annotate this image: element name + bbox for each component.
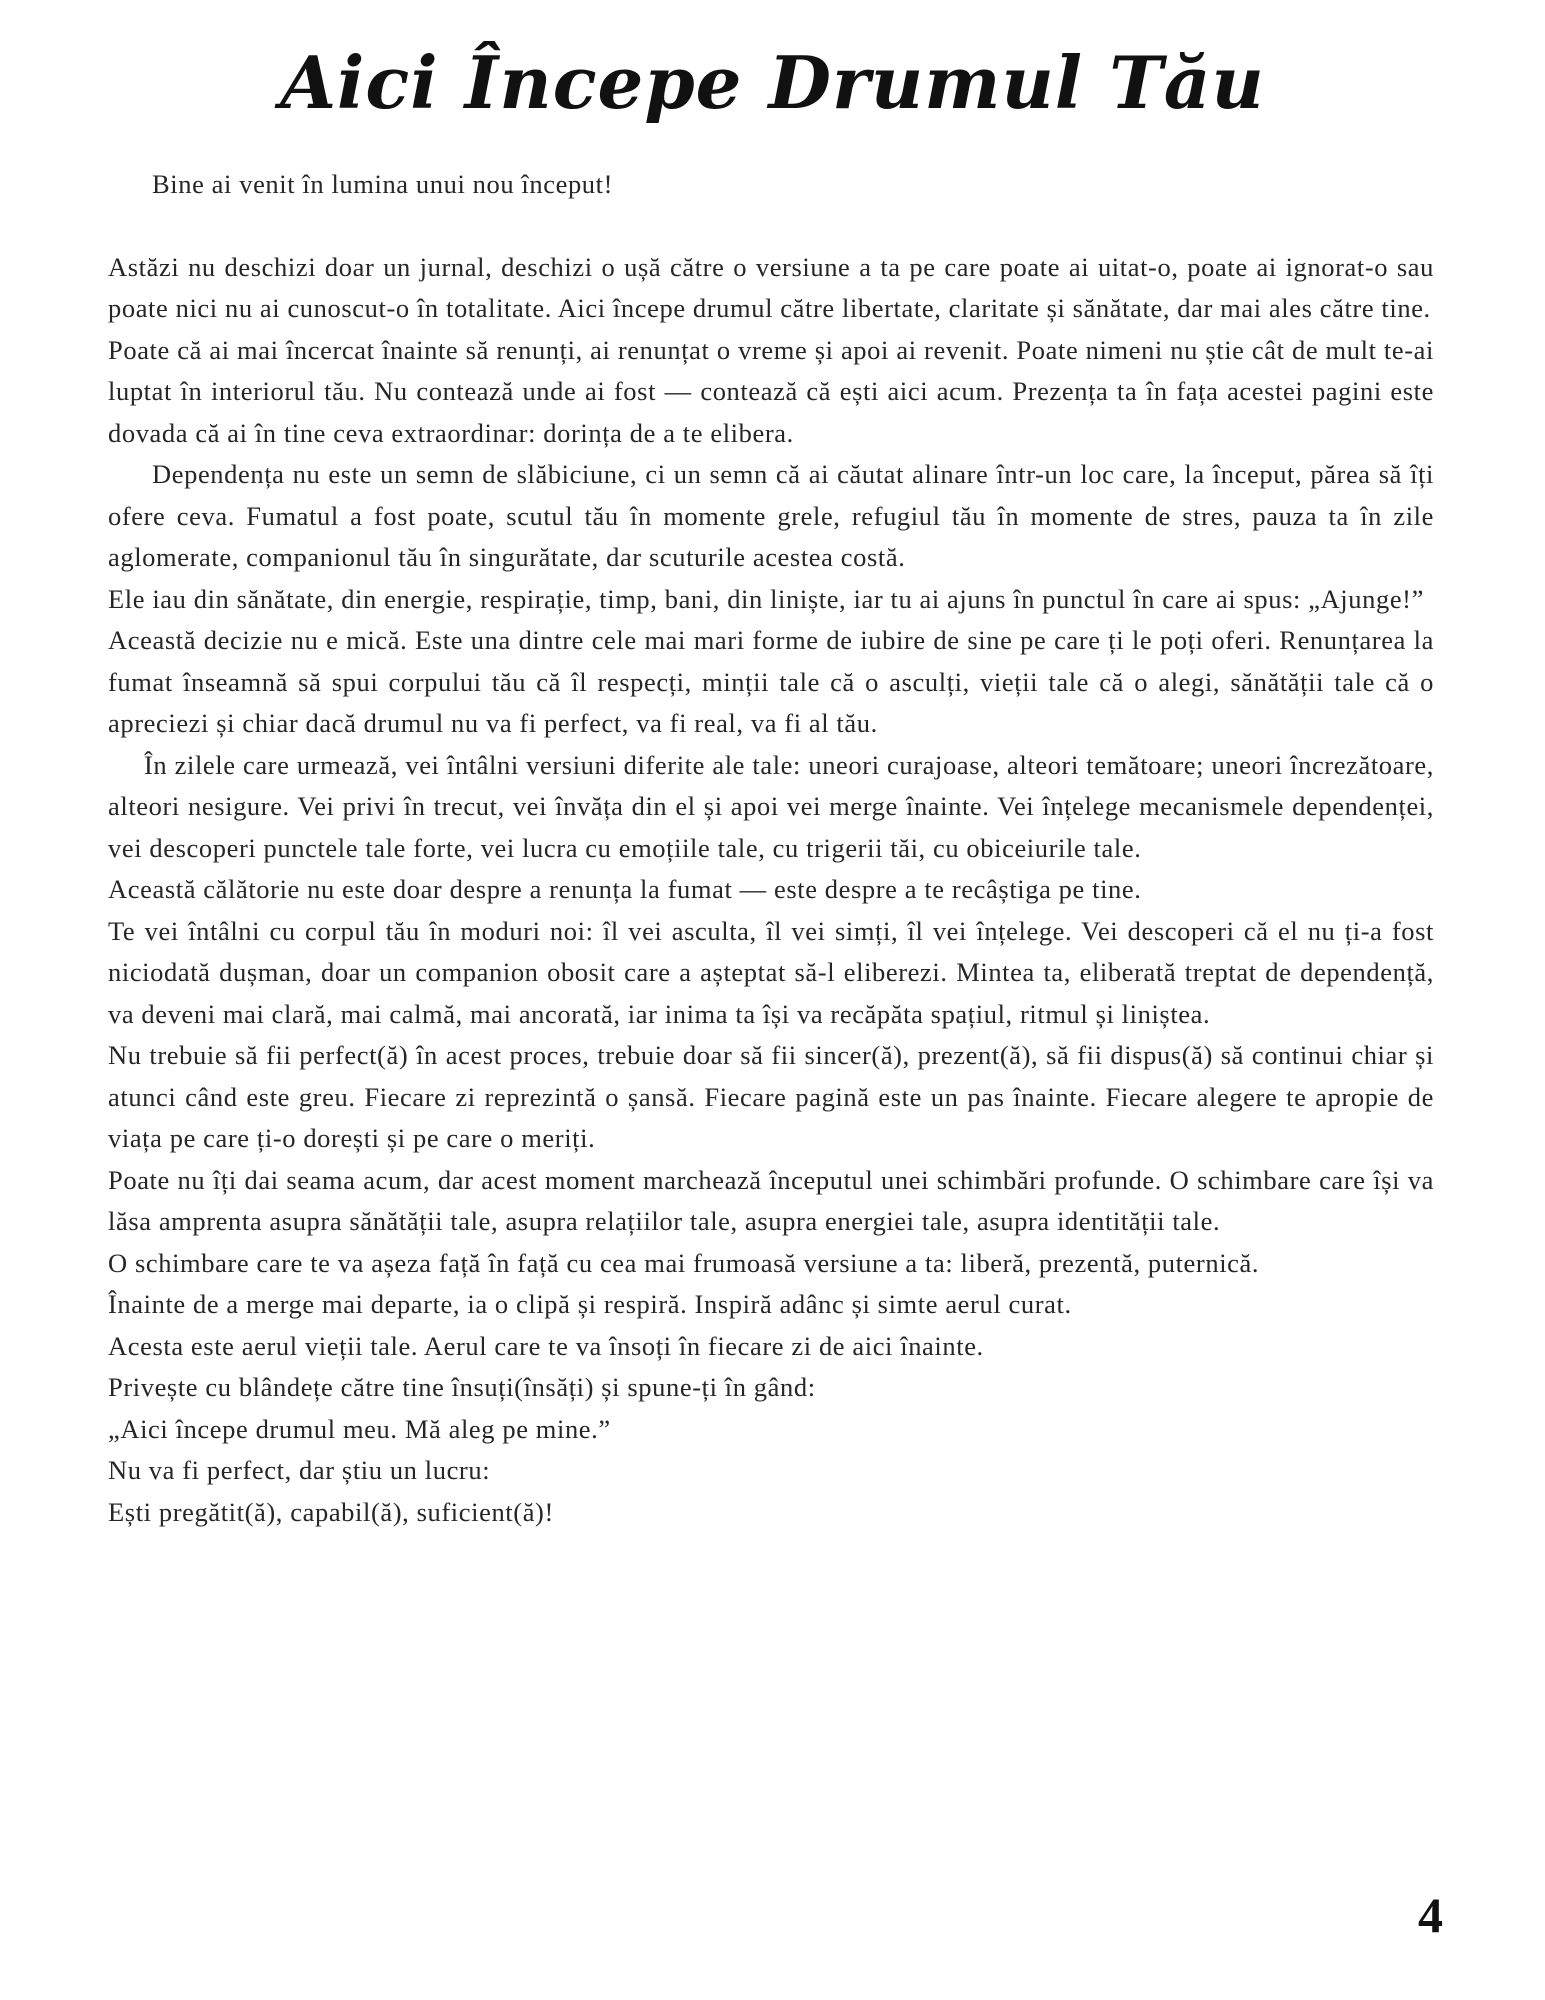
body-text xyxy=(108,164,1434,1533)
paragraph: Privește cu blândețe către tine însuți(însăți) și spune-ți în gând: xyxy=(108,1372,816,1402)
paragraph: Acesta este aerul vieții tale. Aerul care te va însoți în fiecare zi de aici înainte. xyxy=(108,1330,984,1361)
paragraph: O schimbare care te va așeza față în față cu cea mai frumoasă versiune a ta: liberă, prezentă, puternică. xyxy=(108,1247,1260,1278)
paragraph: Poate că ai mai încercat înainte să renunți, ai renunțat o vreme și apoi ai revenit. Poate nimeni nu știe cât de mult te-ai luptat în interiorul tău. Nu contează unde ai fost — contează că ești aici acum. Prezența ta în fața acestei pagini este dovada că ai în tine ceva extraordinar: dorința de a te elibera. xyxy=(108,334,1434,448)
closing-line: Ești pregătit(ă), capabil(ă), suficient(ă)! xyxy=(108,1496,554,1527)
paragraph: Ele iau din sănătate, din energie, respirație, timp, bani, din liniște, iar tu ai ajuns în punctul în care ai spus: „Ajunge!” xyxy=(108,583,1424,614)
paragraph: Astăzi nu deschizi doar un jurnal, deschizi o ușă către o versiune a ta pe care poate ai uitat-o, poate ai ignorat-o sau poate nici nu ai cunoscut-o în totalitate. Aici începe drumul către libertate, claritate și sănătate, dar mai ales către tine. xyxy=(108,251,1434,323)
paragraph-welcome: Bine ai venit în lumina unui nou început! xyxy=(152,169,614,199)
paragraph: Această decizie nu e mică. Este una dintre cele mai mari forme de iubire de sine pe care ți le poți oferi. Renunțarea la fumat înseamnă să spui corpului tău că îl respecți, minții tale că o asculți, vieții tale că o alegi, sănătății tale că o apreciezi și chiar dacă drumul nu va fi perfect, va fi real, va fi al tău. xyxy=(108,625,1434,738)
paragraph: Poate nu îți dai seama acum, dar acest moment marchează începutul unei schimbări profunde. O schimbare care își va lăsa amprenta asupra sănătății tale, asupra relațiilor tale, asupra energiei tale, asupra identității tale. xyxy=(108,1164,1434,1236)
paragraph: Nu trebuie să fii perfect(ă) în acest proces, trebuie doar să fii sincer(ă), prezent(ă), să fii dispus(ă) să continui chiar și atunci când este greu. Fiecare zi reprezintă o șansă. Fiecare pagină este un pas înainte. Fiecare alegere te apropie de viața pe care ți-o dorești și pe care o meriți. xyxy=(108,1040,1434,1153)
paragraph: În zilele care urmează, vei întâlni versiuni diferite ale tale: uneori curajoase, alteori temătoare; uneori încrezătoare, alteori nesigure. Vei privi în trecut, vei învăța din el și apoi vei merge înainte. Vei înțelege mecanismele dependenței, vei descoperi punctele tale forte, vei lucra cu emoțiile tale, cu trigerii tăi, cu obiceiurile tale. xyxy=(108,749,1434,863)
paragraph: Dependența nu este un semn de slăbiciune, ci un semn că ai căutat alinare într-un loc care, la început, părea să îți ofere ceva. Fumatul a fost poate, scutul tău în momente grele, refugiul tău în momente de stres, pauza ta în zile aglomerate, companionul tău în singurătate, dar scuturile acestea costă. xyxy=(108,459,1434,572)
paragraph: Înainte de a merge mai departe, ia o clipă și respiră. Inspiră adânc și simte aerul curat. xyxy=(108,1289,1072,1319)
paragraph: Te vei întâlni cu corpul tău în moduri noi: îl vei asculta, îl vei simți, îl vei înțelege. Vei descoperi că el nu ți-a fost niciodată dușman, doar un companion obosit care a așteptat să-l eliberezi. Mintea ta, eliberată treptat de dependență, va deveni mai clară, mai calmă, mai ancorată, iar inima ta își va recăpăta spațiul, ritmul și liniștea. xyxy=(108,915,1434,1029)
page-title: Aici Începe Drumul Tău xyxy=(280,40,1265,125)
paragraph: Această călătorie nu este doar despre a renunța la fumat — este despre a te recâștiga pe tine. xyxy=(108,874,1142,904)
paragraph: Nu va fi perfect, dar știu un lucru: xyxy=(108,1455,491,1485)
page-number: 4 xyxy=(1418,1887,1443,1943)
quote-line: „Aici începe drumul meu. Mă aleg pe mine.” xyxy=(108,1413,611,1444)
